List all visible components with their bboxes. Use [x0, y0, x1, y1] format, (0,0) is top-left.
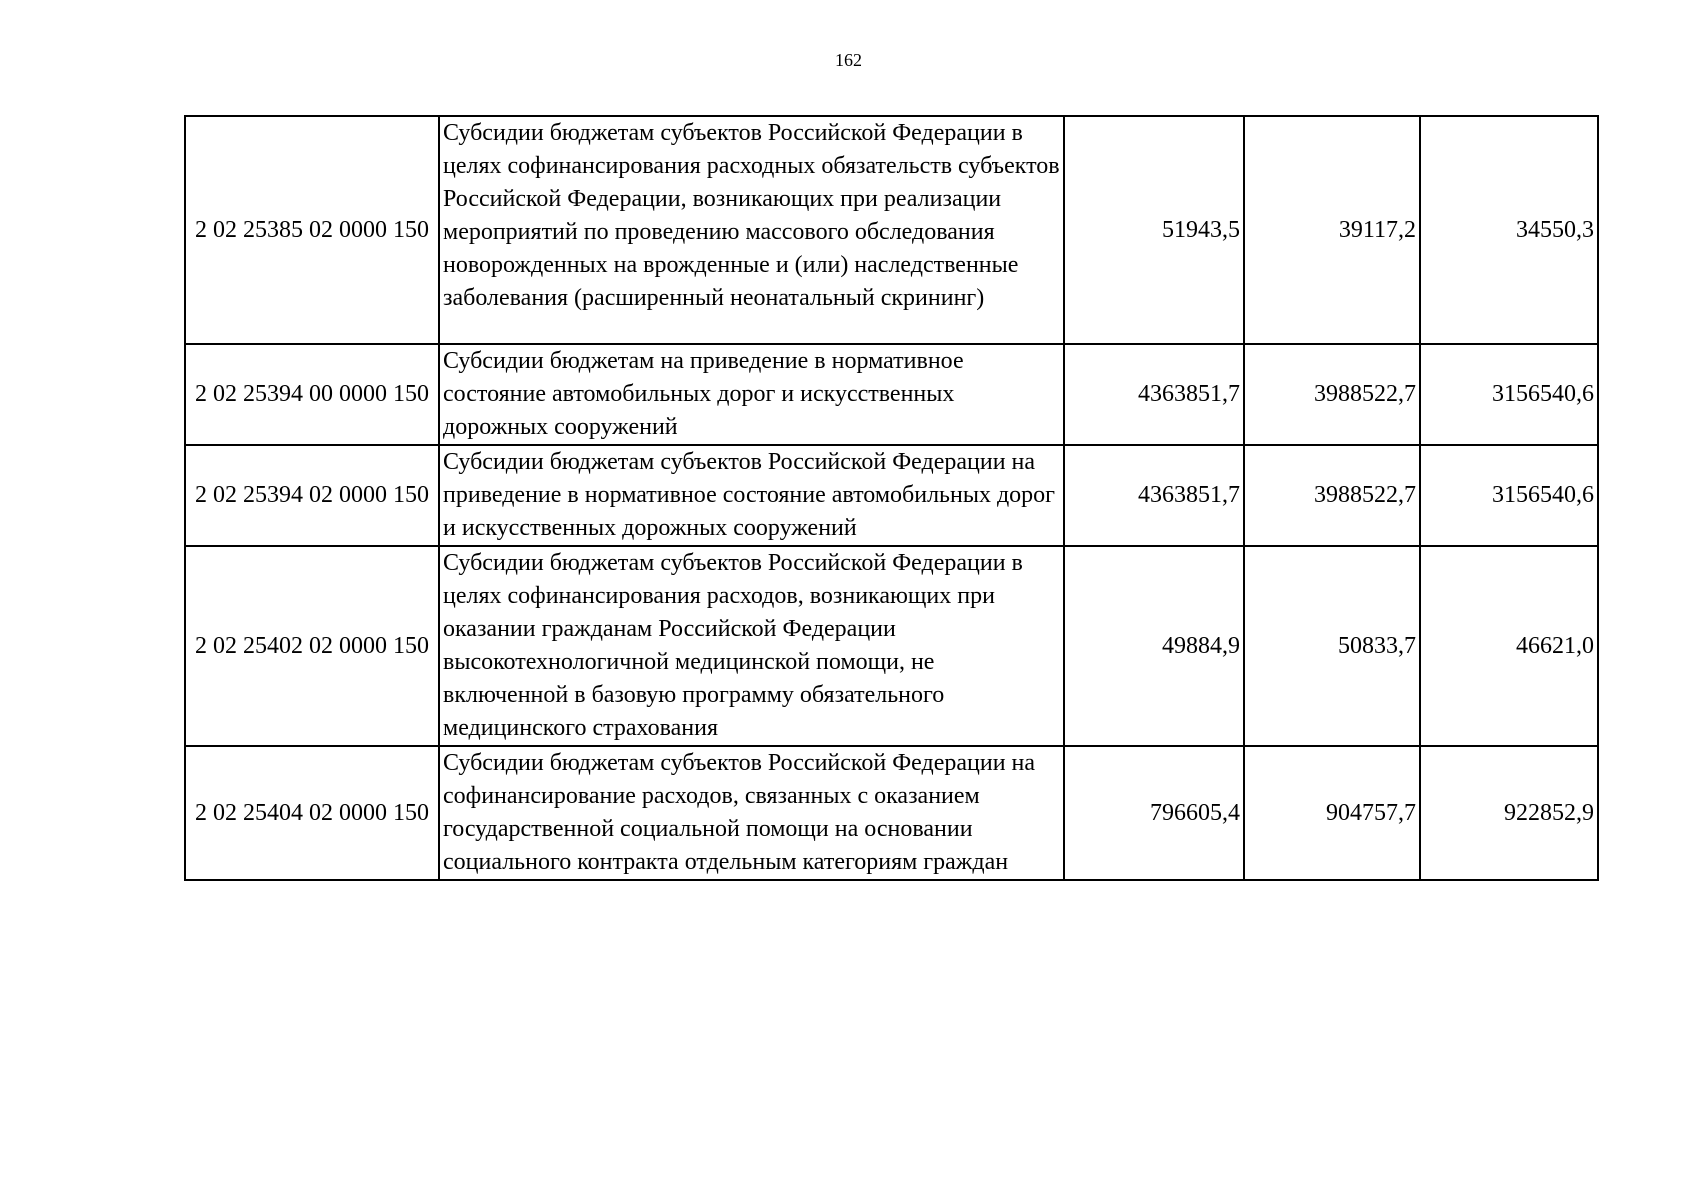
table-row [185, 746, 1598, 880]
amount-year-3: 3156540,6 [1420, 344, 1598, 445]
amount-year-1: 796605,4 [1064, 746, 1244, 880]
amount-year-3: 34550,3 [1420, 116, 1598, 344]
revenue-name: Субсидии бюджетам субъектов Российской Федерации в целях софинансирования расходных обязательств субъектов Российской Федерации, возникающих при реализации мероприятий по проведению массового обследования новорожденных на врожденные и (или) наследственные заболевания (расширенный неонатальный скрининг) [439, 116, 1064, 344]
budget-code: 2 02 25394 02 0000 150 [185, 445, 439, 546]
revenue-name: Субсидии бюджетам субъектов Российской Федерации в целях софинансирования расходов, возникающих при оказании гражданам Российской Федерации высокотехнологичной медицинской помощи, не включенной в базовую программу обязательного медицинского страхования [439, 546, 1064, 746]
budget-code: 2 02 25402 02 0000 150 [185, 546, 439, 746]
amount-year-2: 39117,2 [1244, 116, 1420, 344]
revenue-name: Субсидии бюджетам субъектов Российской Федерации на софинансирование расходов, связанных с оказанием государственной социальной помощи на основании социального контракта отдельным категориям граждан [439, 746, 1064, 880]
page-number: 162 [835, 50, 862, 70]
amount-year-1: 4363851,7 [1064, 344, 1244, 445]
budget-table [184, 115, 1599, 881]
amount-year-1: 51943,5 [1064, 116, 1244, 344]
amount-year-3: 922852,9 [1420, 746, 1598, 880]
amount-year-2: 50833,7 [1244, 546, 1420, 746]
revenue-name: Субсидии бюджетам субъектов Российской Федерации на приведение в нормативное состояние автомобильных дорог и искусственных дорожных сооружений [439, 445, 1064, 546]
budget-code: 2 02 25385 02 0000 150 [185, 116, 439, 344]
amount-year-2: 904757,7 [1244, 746, 1420, 880]
budget-code: 2 02 25404 02 0000 150 [185, 746, 439, 880]
amount-year-1: 4363851,7 [1064, 445, 1244, 546]
table-row [185, 116, 1598, 344]
budget-code: 2 02 25394 00 0000 150 [185, 344, 439, 445]
amount-year-2: 3988522,7 [1244, 344, 1420, 445]
table-row [185, 546, 1598, 746]
table-row [185, 445, 1598, 546]
revenue-name: Субсидии бюджетам на приведение в нормативное состояние автомобильных дорог и искусственных дорожных сооружений [439, 344, 1064, 445]
table-row [185, 344, 1598, 445]
amount-year-1: 49884,9 [1064, 546, 1244, 746]
amount-year-3: 3156540,6 [1420, 445, 1598, 546]
amount-year-3: 46621,0 [1420, 546, 1598, 746]
amount-year-2: 3988522,7 [1244, 445, 1420, 546]
